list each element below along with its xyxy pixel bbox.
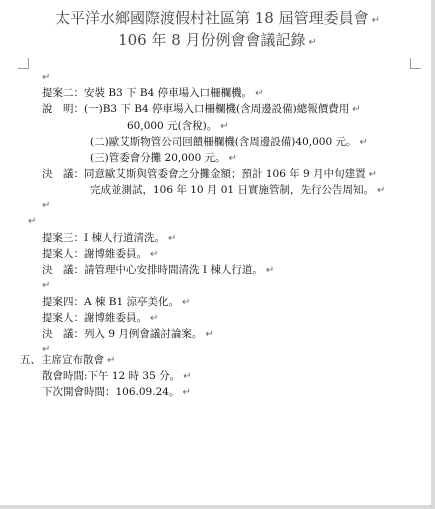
margin-corner-right [410, 58, 421, 69]
proposal-3-proposer: 提案人：謝博維委員。 ↵ [42, 248, 159, 260]
paragraph-mark: ↵ [42, 72, 51, 83]
paragraph-mark: ↵ [42, 200, 51, 211]
proposal-2-explanation-1-cont: 60,000 元(含稅)。 ↵ [127, 120, 229, 132]
document-title: 太平洋水鄉國際渡假村社區第 18 屆管理委員會 ↵ [54, 9, 381, 27]
margin-corner-left [18, 58, 29, 69]
proposal-2-resolution-2: 完成並測試，106 年 10 月 01 日實施管制，先行公告周知。 ↵ [90, 184, 386, 196]
proposal-4-proposer: 提案人：謝博維委員。 ↵ [42, 312, 159, 324]
proposal-4-resolution: 決 議：列入 9 月例會議討論案。 ↵ [42, 328, 214, 340]
proposal-2-explanation-3: (三)管委會分攤 20,000 元。 ↵ [90, 152, 237, 164]
section-5-heading: 五、主席宣布散會 ↵ [20, 354, 116, 366]
next-meeting-time: 下次開會時間：106.09.24。 ↵ [42, 386, 191, 398]
paragraph-mark: ↵ [42, 280, 51, 291]
proposal-2-explanation-1: 說 明：(一)B3 下 B4 停車場入口柵欄機(含周邊設備)總報價費用 ↵ [42, 103, 361, 115]
proposal-3-resolution: 決 議：請管理中心安排時間清洗 I 棟人行道。 ↵ [42, 264, 275, 276]
document-subtitle: 106 年 8 月份例會會議記錄 ↵ [118, 31, 317, 49]
proposal-2-resolution-1: 決 議：同意歐艾斯與管委會之分攤金額；預計 106 年 9 月中旬建置 ↵ [42, 168, 377, 180]
adjournment-time: 散會時間:下午 12 時 35 分。 ↵ [42, 370, 192, 382]
proposal-3-heading: 提案三：I 棟人行道清洗。 ↵ [42, 232, 177, 244]
paragraph-mark: ↵ [42, 344, 51, 355]
proposal-2-explanation-2: (二)歐艾斯物管公司回饋柵欄機(含周邊設備)40,000 元。 ↵ [90, 136, 368, 148]
proposal-2-heading: 提案二：安裝 B3 下 B4 停車場入口柵欄機。 ↵ [42, 87, 264, 99]
proposal-4-heading: 提案四：A 棟 B1 涼亭美化。 ↵ [42, 296, 191, 308]
paragraph-mark: ↵ [28, 216, 37, 227]
